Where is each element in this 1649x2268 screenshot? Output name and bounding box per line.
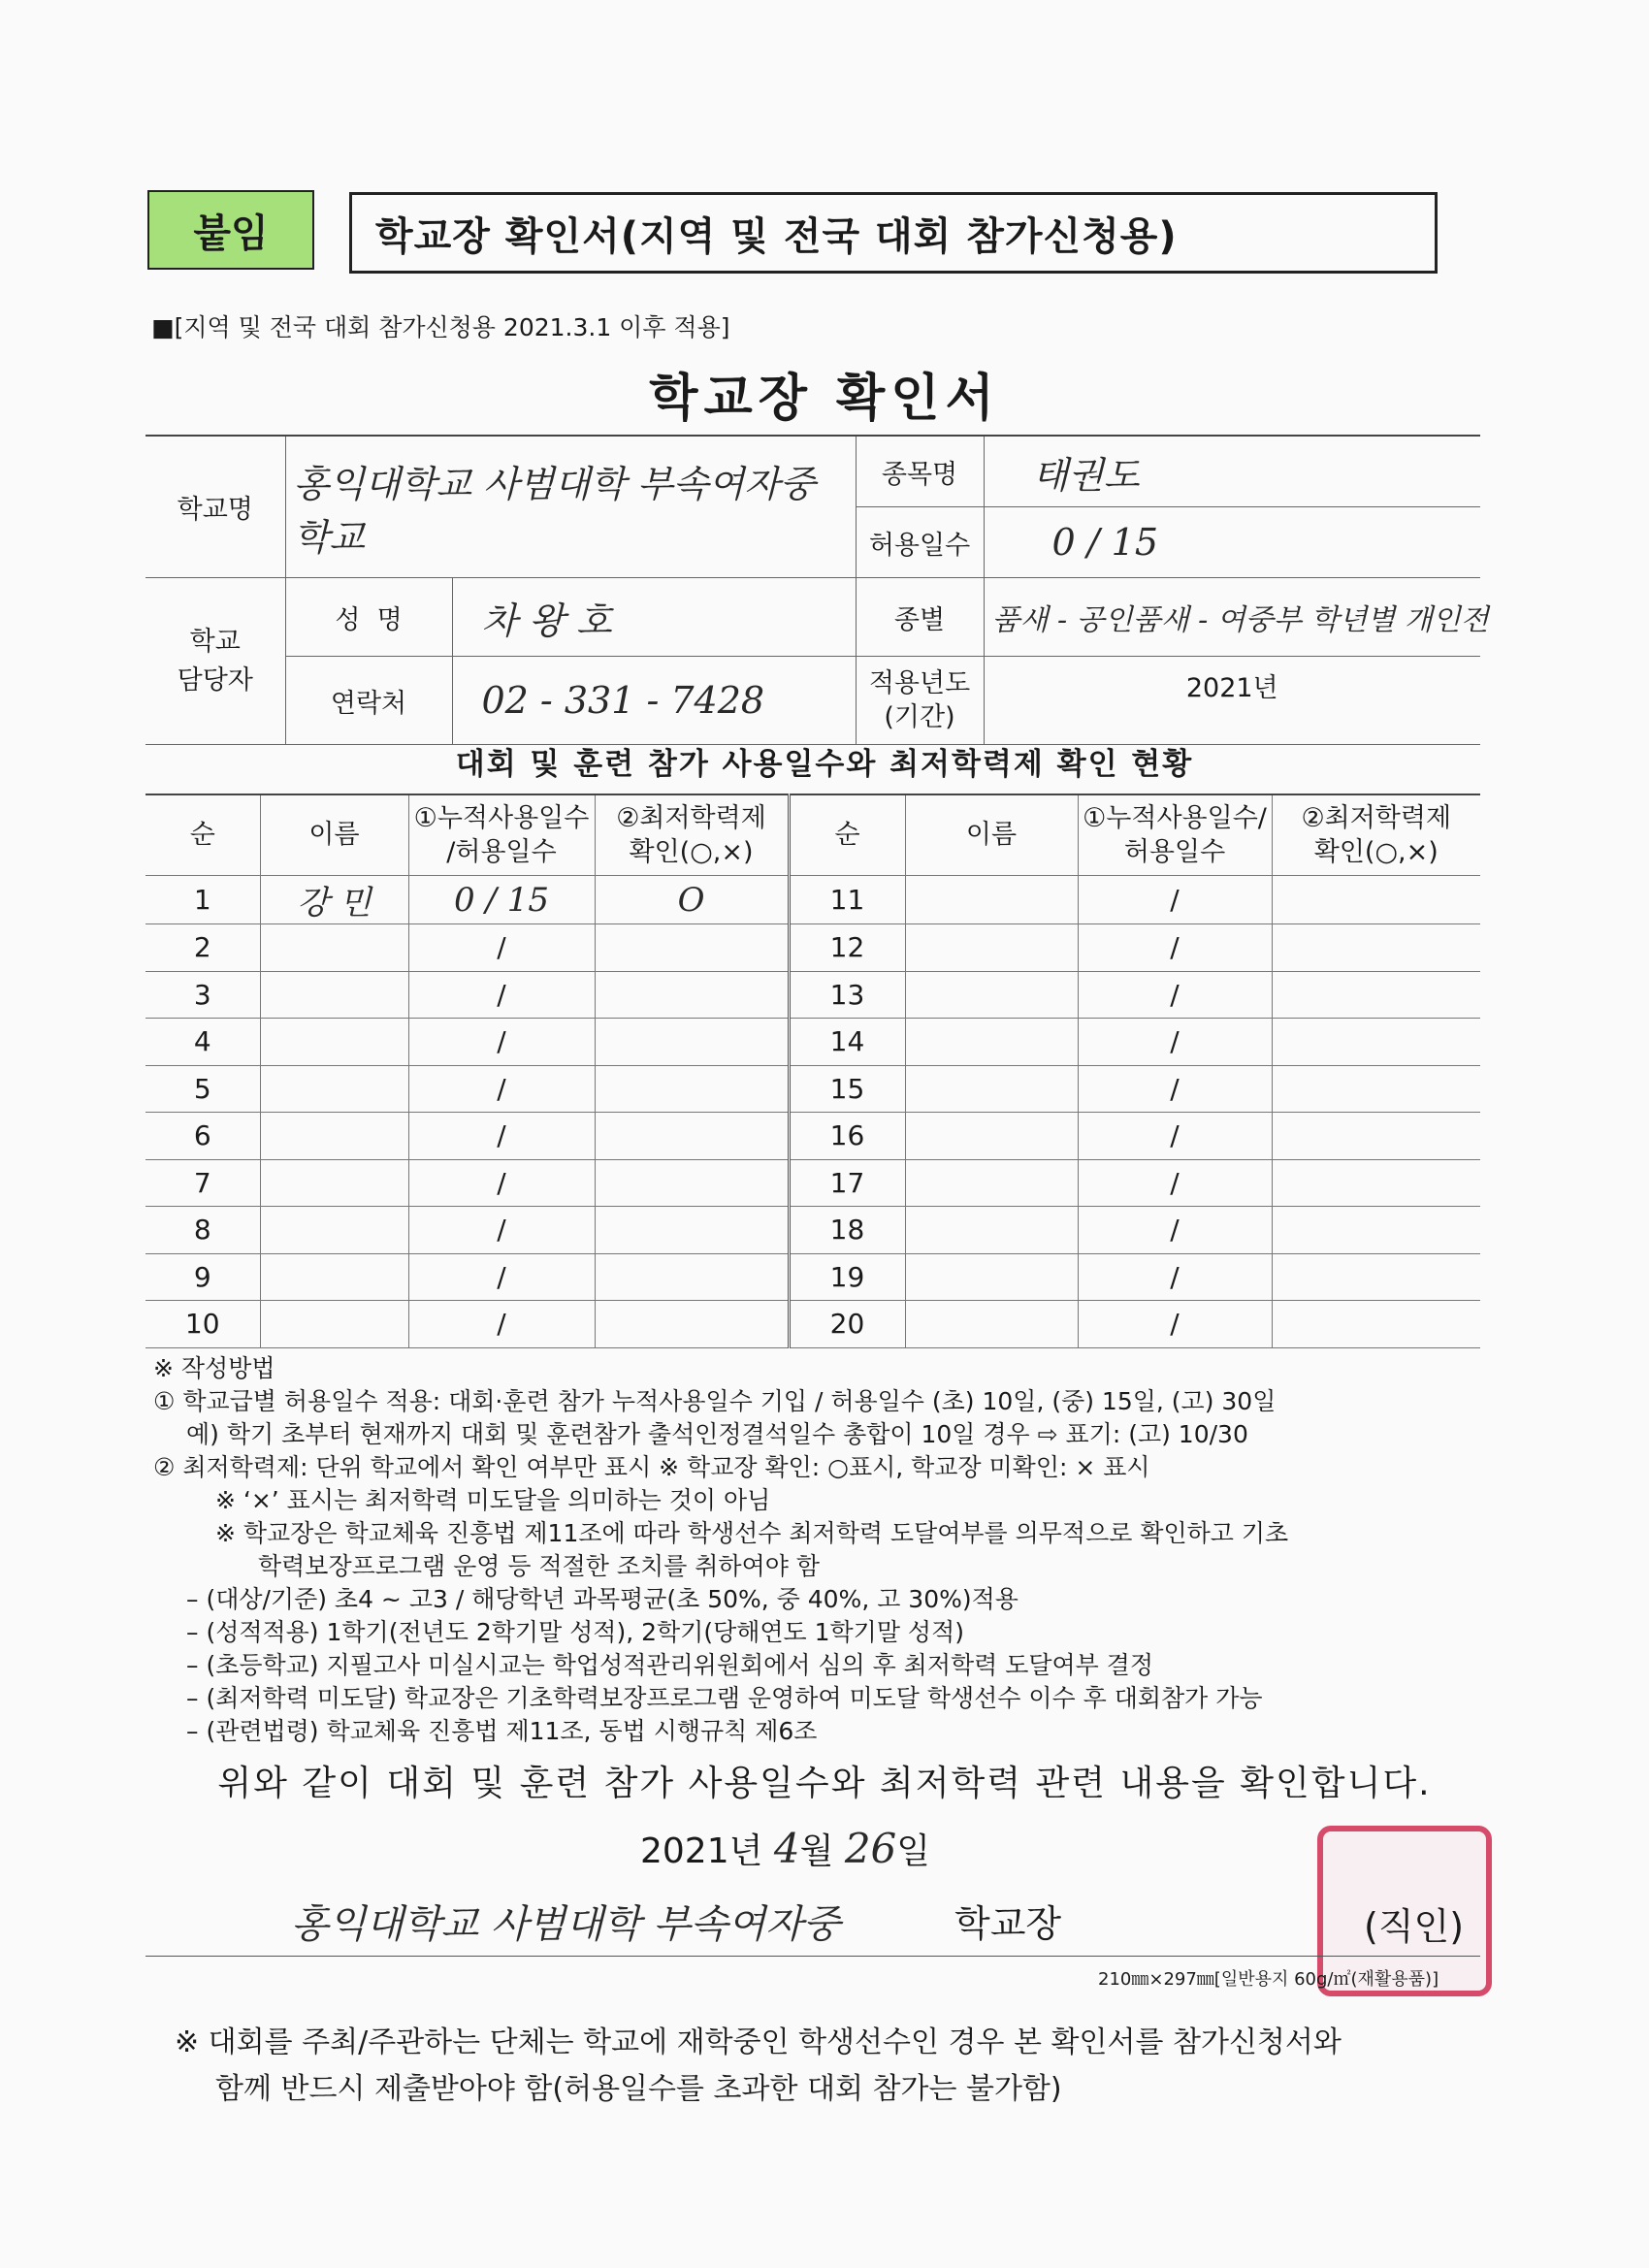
row-check <box>595 1301 789 1348</box>
header-check-right-line1: ②최저학력제 <box>1301 802 1452 833</box>
row-check-right <box>1272 1019 1480 1066</box>
row-days-right: / <box>1078 971 1272 1019</box>
table-row <box>146 1253 1480 1301</box>
row-seq-right: 20 <box>789 1301 905 1348</box>
paper-spec: 210㎜×297㎜[일반용지 60g/㎡(재활용품)] <box>1098 1969 1439 1990</box>
row-check-right <box>1272 971 1480 1019</box>
section-title: 대회 및 훈련 참가 사용일수와 최저학력제 확인 현황 <box>455 747 1194 782</box>
row-days: 0 / 15 <box>408 876 595 924</box>
guide-line: – (최저학력 미도달) 학교장은 기초학력보장프로그램 운영하여 미도달 학생선수 이수 후 대회참가 가능 <box>186 1684 1263 1712</box>
guide-line: – (관련법령) 학교체육 진흥법 제11조, 동법 시행규칙 제6조 <box>186 1717 818 1745</box>
header-days-right-line1: ①누적사용일수/ <box>1083 802 1267 833</box>
row-check <box>595 1019 789 1066</box>
row-seq: 3 <box>146 971 260 1019</box>
row-check-right <box>1272 1253 1480 1301</box>
guide-line: – (초등학교) 지필고사 미실시교는 학업성적관리위원회에서 심의 후 최저학력 도달여부 결정 <box>186 1651 1154 1679</box>
row-days: / <box>408 1207 595 1254</box>
header-seq-right: 순 <box>789 794 905 876</box>
row-name-right <box>905 1253 1078 1301</box>
footnote-line1: ※ 대회를 주최/주관하는 단체는 학교에 재학중인 학생선수인 경우 본 확인서를 참가신청서와 <box>175 2025 1342 2059</box>
guide-line: ② 최저학력제: 단위 학교에서 확인 여부만 표시 ※ 학교장 확인: ○표시, 학교장 미확인: × 표시 <box>153 1453 1150 1481</box>
row-name <box>260 1253 408 1301</box>
row-name-right <box>905 876 1078 924</box>
header-days-line2: /허용일수 <box>446 837 557 867</box>
row-name-right <box>905 924 1078 972</box>
row-name <box>260 1159 408 1207</box>
row-name <box>260 1019 408 1066</box>
allowed-days-label: 허용일수 <box>856 507 984 578</box>
row-seq: 4 <box>146 1019 260 1066</box>
table-row <box>146 876 1480 924</box>
row-days-right: / <box>1078 1113 1272 1160</box>
name-value: 차 왕 호 <box>452 578 856 657</box>
principal-label: 학교장 <box>954 1902 1062 1945</box>
row-days-right: / <box>1078 1159 1272 1207</box>
year-label <box>856 657 984 745</box>
header-seq: 순 <box>146 794 260 876</box>
row-days: / <box>408 971 595 1019</box>
row-seq: 2 <box>146 924 260 972</box>
row-days: / <box>408 1253 595 1301</box>
row-check-right <box>1272 1113 1480 1160</box>
row-seq: 1 <box>146 876 260 924</box>
guide-line: 예) 학기 초부터 현재까지 대회 및 훈련참가 출석인정결석일수 총합이 10일 경우 ⇨ 표기: (고) 10/30 <box>186 1420 1248 1448</box>
row-seq-right: 17 <box>789 1159 905 1207</box>
row-name <box>260 971 408 1019</box>
year-label-line1: 적용년도 <box>868 667 971 698</box>
row-days-right: / <box>1078 1019 1272 1066</box>
row-check <box>595 924 789 972</box>
guide-line: – (성적적용) 1학기(전년도 2학기말 성적), 2학기(당해연도 1학기말 성적) <box>186 1618 964 1646</box>
guide-line: 학력보장프로그램 운영 등 적절한 조치를 취하여야 함 <box>258 1552 820 1580</box>
row-seq-right: 14 <box>789 1019 905 1066</box>
row-seq-right: 13 <box>789 971 905 1019</box>
row-days: / <box>408 1065 595 1113</box>
header-name-right: 이름 <box>905 794 1078 876</box>
table-row <box>146 1301 1480 1348</box>
date-day: 26 <box>844 1825 897 1872</box>
confirm-statement: 위와 같이 대회 및 훈련 참가 사용일수와 최저학력 관련 내용을 확인합니다. <box>217 1764 1432 1803</box>
staff-label <box>146 578 285 745</box>
row-check-right <box>1272 924 1480 972</box>
date-month: 4 <box>773 1825 800 1872</box>
apply-note: ■[지역 및 전국 대회 참가신청용 2021.3.1 이후 적용] <box>151 313 730 341</box>
row-name <box>260 1301 408 1348</box>
row-check <box>595 1065 789 1113</box>
header-title: 학교장 확인서(지역 및 전국 대회 참가신청용) <box>349 192 1438 274</box>
table-row <box>146 1065 1480 1113</box>
header-days-right-line2: 허용일수 <box>1123 837 1226 867</box>
row-name <box>260 924 408 972</box>
row-name-right <box>905 1065 1078 1113</box>
row-seq-right: 16 <box>789 1113 905 1160</box>
row-days-right: / <box>1078 924 1272 972</box>
row-check <box>595 1113 789 1160</box>
row-check <box>595 1253 789 1301</box>
contact-label: 연락처 <box>285 657 452 745</box>
row-name <box>260 1207 408 1254</box>
date-day-unit: 일 <box>896 1831 931 1871</box>
row-check <box>595 1159 789 1207</box>
header-name: 이름 <box>260 794 408 876</box>
event-value: 태권도 <box>984 436 1480 507</box>
row-check-right <box>1272 1065 1480 1113</box>
row-days-right: / <box>1078 1207 1272 1254</box>
row-seq-right: 12 <box>789 924 905 972</box>
school-label: 학교명 <box>146 436 285 578</box>
header-days-line1: ①누적사용일수 <box>413 802 590 833</box>
date-month-unit: 월 <box>799 1831 834 1871</box>
type-label: 종별 <box>856 578 984 657</box>
year-value: 2021년 <box>984 657 1480 745</box>
header-check-line1: ②최저학력제 <box>616 802 766 833</box>
table-row <box>146 924 1480 972</box>
row-seq-right: 11 <box>789 876 905 924</box>
sign-date <box>640 1824 930 1873</box>
row-days: / <box>408 1159 595 1207</box>
row-days: / <box>408 924 595 972</box>
row-check-right <box>1272 1301 1480 1348</box>
guide-line: ※ ‘×’ 표시는 최저학력 미도달을 의미하는 것이 아님 <box>215 1486 771 1514</box>
row-days: / <box>408 1301 595 1348</box>
row-seq: 6 <box>146 1113 260 1160</box>
row-check-right <box>1272 876 1480 924</box>
seal-label: (직인) <box>1364 1905 1465 1948</box>
row-days: / <box>408 1019 595 1066</box>
header-check-right <box>1272 794 1480 876</box>
header-check <box>595 794 789 876</box>
row-check-right <box>1272 1207 1480 1254</box>
date-year: 2021년 <box>640 1831 763 1871</box>
table-row <box>146 971 1480 1019</box>
row-days-right: / <box>1078 876 1272 924</box>
row-check-right <box>1272 1159 1480 1207</box>
allowed-days-value: 0 / 15 <box>984 507 1480 578</box>
row-days-right: / <box>1078 1065 1272 1113</box>
row-name-right <box>905 1301 1078 1348</box>
row-check <box>595 971 789 1019</box>
info-table <box>146 435 1489 745</box>
row-seq: 7 <box>146 1159 260 1207</box>
row-seq: 9 <box>146 1253 260 1301</box>
row-name <box>260 1065 408 1113</box>
row-days: / <box>408 1113 595 1160</box>
year-label-line2: (기간) <box>884 702 955 732</box>
header-check-line2: 확인(○,×) <box>629 837 754 867</box>
table-row <box>146 1113 1480 1160</box>
row-check: O <box>595 876 789 924</box>
event-label: 종목명 <box>856 436 984 507</box>
row-seq-right: 18 <box>789 1207 905 1254</box>
table-row <box>146 1207 1480 1254</box>
row-name-right <box>905 971 1078 1019</box>
staff-label-line1: 학교 <box>189 627 241 658</box>
signature-divider <box>146 1956 1480 1957</box>
attachment-badge: 붙임 <box>147 190 314 270</box>
main-title: 학교장 확인서 <box>649 370 1000 428</box>
header-days <box>408 794 595 876</box>
staff-label-line2: 담당자 <box>177 664 253 696</box>
row-name-right <box>905 1207 1078 1254</box>
row-days-right: / <box>1078 1301 1272 1348</box>
row-name: 강 민 <box>260 876 408 924</box>
row-seq: 10 <box>146 1301 260 1348</box>
guide-line: – (대상/기준) 초4 ~ 고3 / 해당학년 과목평균(초 50%, 중 40%, 고 30%)적용 <box>186 1585 1018 1613</box>
footnote-line2: 함께 반드시 제출받아야 함(허용일수를 초과한 대회 참가는 불가함) <box>215 2072 1062 2106</box>
row-name-right <box>905 1113 1078 1160</box>
row-name-right <box>905 1159 1078 1207</box>
header-check-right-line2: 확인(○,×) <box>1313 837 1439 867</box>
contact-value: 02 - 331 - 7428 <box>452 657 856 745</box>
row-days-right: / <box>1078 1253 1272 1301</box>
row-check <box>595 1207 789 1254</box>
row-seq-right: 19 <box>789 1253 905 1301</box>
row-seq: 5 <box>146 1065 260 1113</box>
guide-line: ※ 학교장은 학교체육 진흥법 제11조에 따라 학생선수 최저학력 도달여부를 의무적으로 확인하고 기초 <box>215 1519 1289 1547</box>
guide-line: ① 학교급별 허용일수 적용: 대회·훈련 참가 누적사용일수 기입 / 허용일수 (초) 10일, (중) 15일, (고) 30일 <box>153 1387 1277 1415</box>
row-name <box>260 1113 408 1160</box>
submission-footnote <box>175 2020 1494 2113</box>
row-name-right <box>905 1019 1078 1066</box>
header-days-right <box>1078 794 1272 876</box>
type-value: 품새 - 공인품새 - 여중부 학년별 개인전 <box>984 578 1480 657</box>
name-label: 성 명 <box>285 578 452 657</box>
row-seq-right: 15 <box>789 1065 905 1113</box>
guide-line: ※ 작성방법 <box>153 1354 275 1382</box>
school-signature: 홍익대학교 사범대학 부속여자중 <box>291 1902 841 1947</box>
table-row <box>146 1159 1480 1207</box>
row-seq: 8 <box>146 1207 260 1254</box>
school-value: 홍익대학교 사범대학 부속여자중학교 <box>285 436 856 578</box>
usage-table <box>146 794 1480 1348</box>
table-row <box>146 1019 1480 1066</box>
writing-guide <box>153 1352 1492 1748</box>
